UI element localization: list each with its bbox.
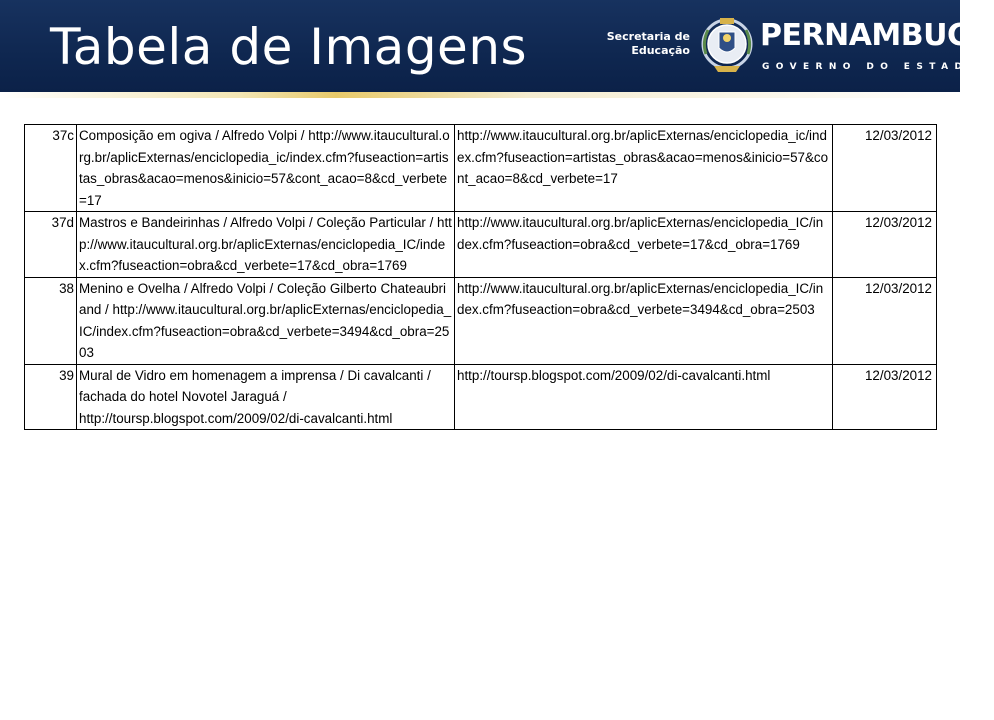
table-row bbox=[25, 125, 937, 212]
row-id: 37d bbox=[25, 212, 77, 278]
row-date: 12/03/2012 bbox=[833, 212, 937, 278]
row-url[interactable]: http://www.itaucultural.org.br/aplicExternas/enciclopedia_IC/index.cfm?fuseaction=obra&cd_verbete=3494&cd_obra=2503 bbox=[455, 277, 833, 364]
images-table bbox=[24, 124, 937, 430]
images-table-wrapper bbox=[24, 124, 937, 430]
row-url[interactable]: http://www.itaucultural.org.br/aplicExternas/enciclopedia_ic/index.cfm?fuseaction=artistas_obras&acao=menos&inicio=57&cont_acao=8&cd_verbete=17 bbox=[455, 125, 833, 212]
brand-name: PERNAMBUCO bbox=[760, 18, 994, 53]
slide-header bbox=[0, 0, 994, 92]
row-url[interactable]: http://toursp.blogspot.com/2009/02/di-cavalcanti.html bbox=[455, 364, 833, 430]
table-row bbox=[25, 212, 937, 278]
brand-subtitle: GOVERNO DO ESTADO bbox=[762, 62, 983, 72]
header-stripe bbox=[0, 92, 960, 98]
row-description: Menino e Ovelha / Alfredo Volpi / Coleção Gilberto Chateaubriand / http://www.itaucultural.org.br/aplicExternas/enciclopedia_IC/index.cfm?fuseaction=obra&cd_verbete=3494&cd_obra=2503 bbox=[77, 277, 455, 364]
row-id: 38 bbox=[25, 277, 77, 364]
row-id: 39 bbox=[25, 364, 77, 430]
secretaria-line-1: Secretaria de bbox=[606, 30, 690, 43]
row-url[interactable]: http://www.itaucultural.org.br/aplicExternas/enciclopedia_IC/index.cfm?fuseaction=obra&cd_verbete=17&cd_obra=1769 bbox=[455, 212, 833, 278]
secretaria-label bbox=[604, 30, 690, 58]
table-row bbox=[25, 277, 937, 364]
row-description: Mural de Vidro em homenagem a imprensa / Di cavalcanti / fachada do hotel Novotel Jaraguá / http://toursp.blogspot.com/2009/02/di-cavalcanti.html bbox=[77, 364, 455, 430]
row-date: 12/03/2012 bbox=[833, 125, 937, 212]
row-description: Mastros e Bandeirinhas / Alfredo Volpi / Coleção Particular / http://www.itaucultural.org.br/aplicExternas/enciclopedia_IC/index.cfm?fuseaction=obra&cd_verbete=17&cd_obra=1769 bbox=[77, 212, 455, 278]
row-date: 12/03/2012 bbox=[833, 364, 937, 430]
row-id: 37c bbox=[25, 125, 77, 212]
row-date: 12/03/2012 bbox=[833, 277, 937, 364]
secretaria-line-2: Educação bbox=[631, 44, 690, 57]
coat-of-arms-icon bbox=[700, 14, 754, 76]
row-description: Composição em ogiva / Alfredo Volpi / http://www.itaucultural.org.br/aplicExternas/enciclopedia_ic/index.cfm?fuseaction=artistas_obras&acao=menos&inicio=57&cont_acao=8&cd_verbete=17 bbox=[77, 125, 455, 212]
slide-title: Tabela de Imagens bbox=[50, 18, 528, 76]
table-row bbox=[25, 364, 937, 430]
